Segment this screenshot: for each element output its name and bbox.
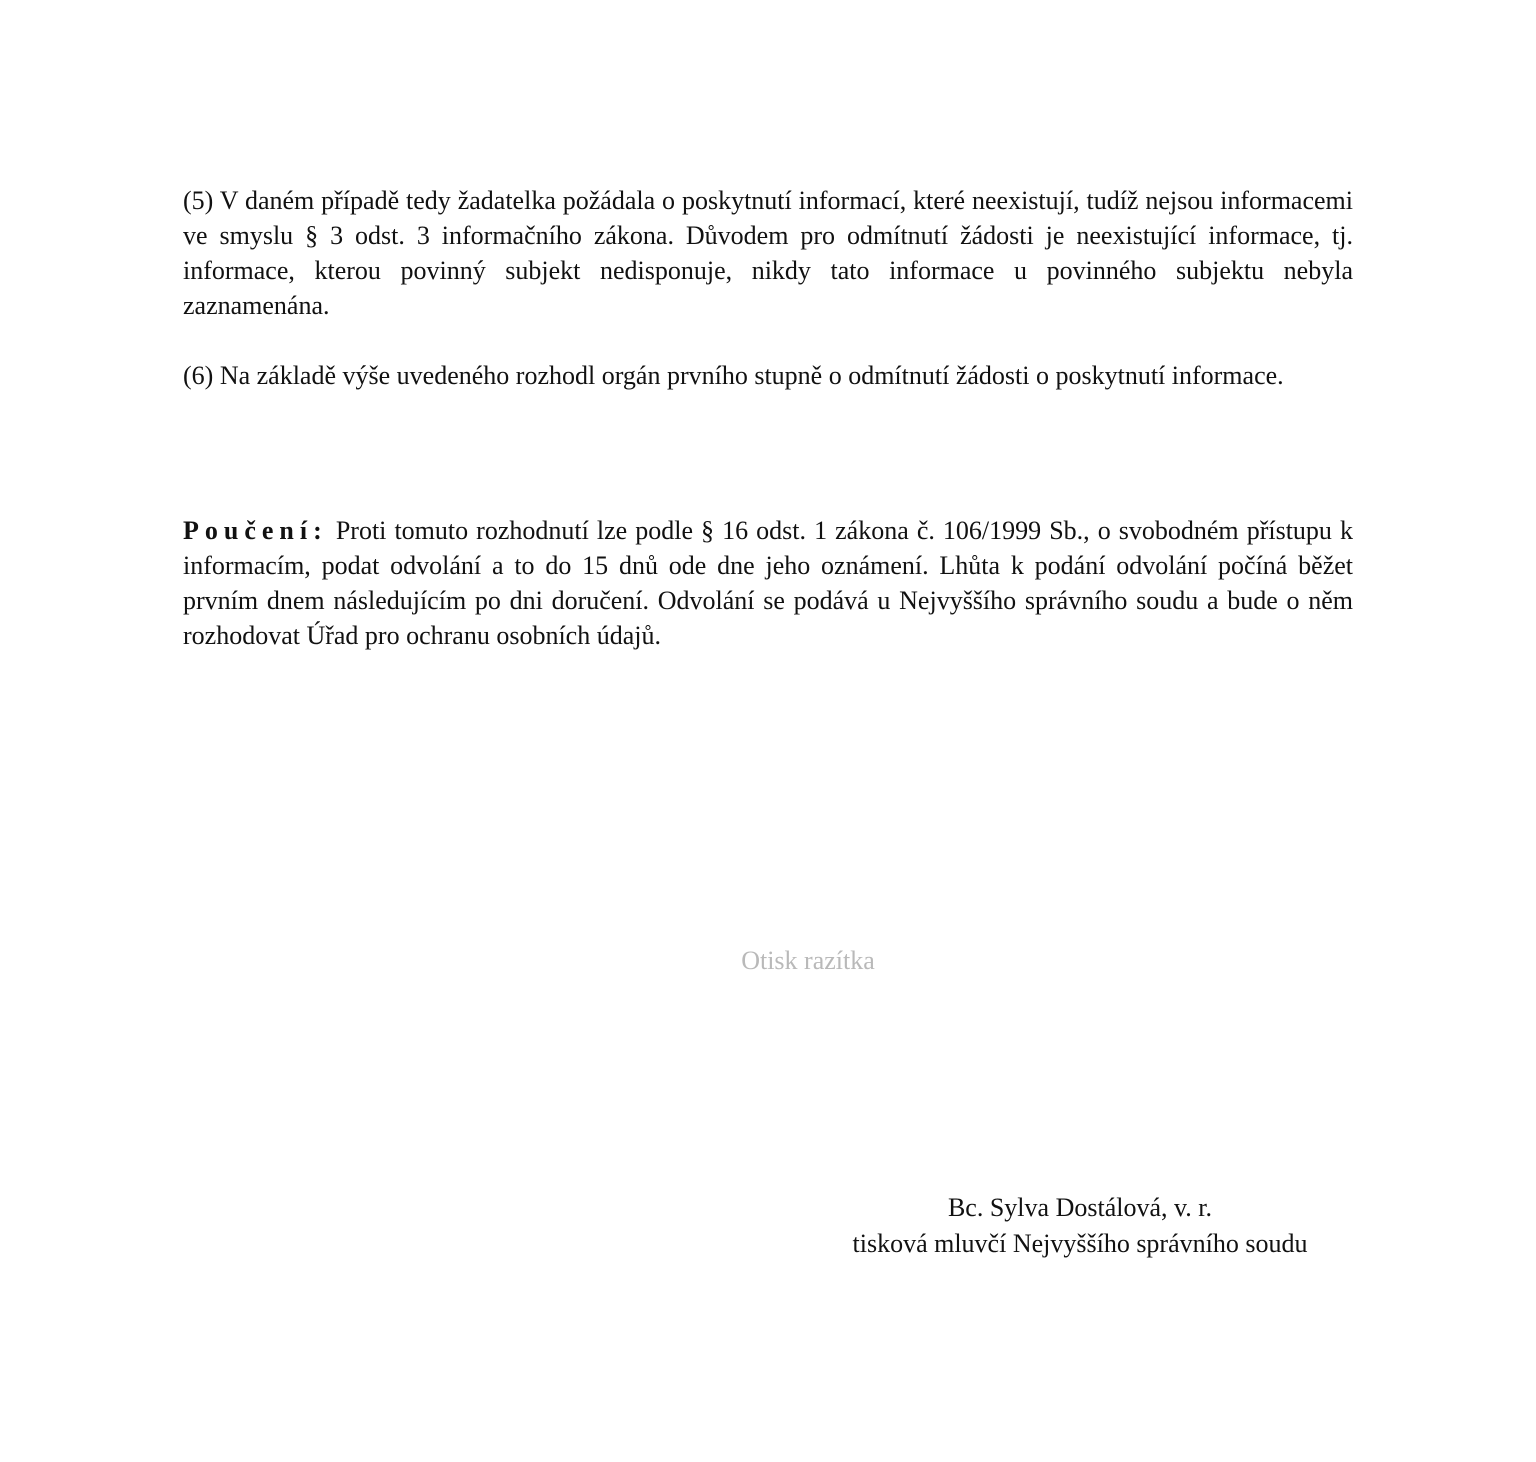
- stamp-placeholder: Otisk razítka: [741, 946, 875, 975]
- appeal-instruction-text: Proti tomuto rozhodnutí lze podle § 16 odst. 1 zákona č. 106/1999 Sb., o svobodném přístupu k informacím, podat odvolání a to do 15 dnů ode dne jeho oznámení. Lhůta k podání odvolání počíná běžet prvním dnem následujícím po dni doručení. Odvolání se podává u Nejvyššího správního soudu a bude o něm rozhodovat Úřad pro ochranu osobních údajů.: [183, 516, 1353, 650]
- paragraph-6: (6) Na základě výše uvedeného rozhodl orgán prvního stupně o odmítnutí žádosti o poskytnutí informace.: [183, 361, 1284, 390]
- appeal-instruction: [183, 513, 1353, 653]
- paragraph-5: (5) V daném případě tedy žadatelka požádala o poskytnutí informací, které neexistují, tudíž nejsou informacemi ve smyslu § 3 odst. 3 informačního zákona. Důvodem pro odmítnutí žádosti je neexistující informace, tj. informace, kterou povinný subjekt nedisponuje, nikdy tato informace u povinného subjektu nebyla zaznamenána.: [183, 186, 1353, 320]
- signatory-name: Bc. Sylva Dostálová, v. r.: [947, 1193, 1213, 1222]
- signatory-role: tisková mluvčí Nejvyššího správního soudu: [852, 1229, 1308, 1258]
- appeal-instruction-heading: Poučení:: [183, 516, 328, 545]
- signature-block: [790, 1190, 1370, 1262]
